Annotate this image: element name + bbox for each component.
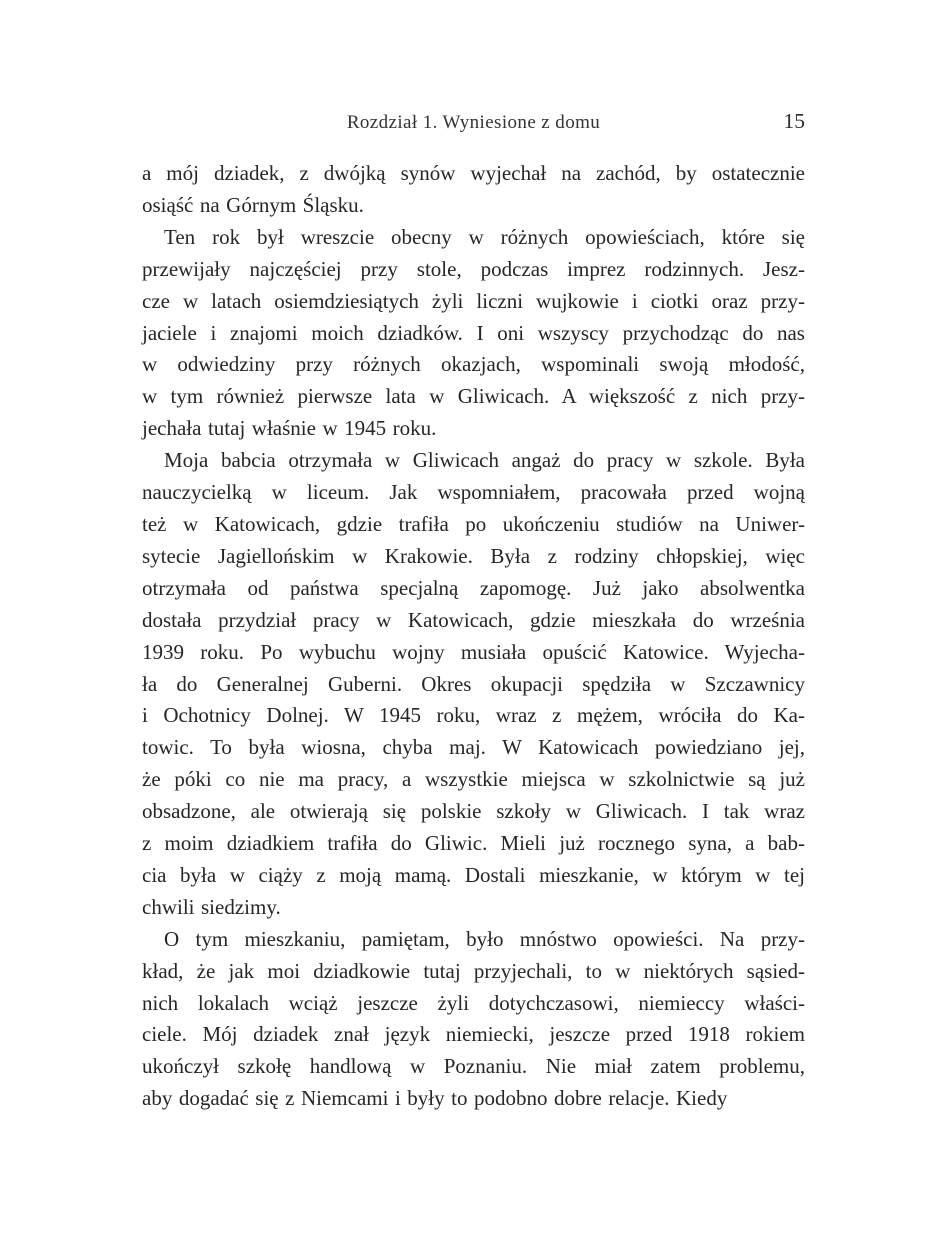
text-line: Ten rok był wreszcie obecny w różnych opowieściach, które się: [164, 224, 805, 249]
text-line: jechała tutaj właśnie w 1945 roku.: [142, 416, 437, 441]
page-number: 15: [783, 109, 805, 133]
text-line: że póki co nie ma pracy, a wszystkie miejsca w szkolnictwie są już: [142, 767, 805, 792]
text-line: obsadzone, ale otwierają się polskie szkoły w Gliwicach. I tak wraz: [142, 799, 805, 824]
text-line: osiąść na Górnym Śląsku.: [142, 192, 364, 217]
text-line: ukończył szkołę handlową w Poznaniu. Nie miał zatem problemu,: [142, 1054, 805, 1079]
text-line: cze w latach osiemdziesiątych żyli liczni wujkowie i ciotki oraz przy-: [142, 288, 805, 313]
text-line: nich lokalach wciąż jeszcze żyli dotychczasowi, niemieccy właści-: [142, 990, 805, 1015]
chapter-header: Rozdział 1. Wyniesione z domu: [346, 112, 601, 133]
text-line: otrzymała od państwa specjalną zapomogę. Już jako absolwentka: [142, 575, 805, 600]
text-line: nauczycielką w liceum. Jak wspomniałem, pracowała przed wojną: [142, 480, 805, 505]
body-text: [142, 158, 805, 1115]
text-line: dostała przydział pracy w Katowicach, gdzie mieszkała do września: [142, 607, 805, 632]
text-line: ciele. Mój dziadek znał język niemiecki, jeszcze przed 1918 rokiem: [142, 1022, 805, 1047]
text-line: i Ochotnicy Dolnej. W 1945 roku, wraz z mężem, wróciła do Ka-: [142, 703, 805, 728]
text-line: chwili siedzimy.: [142, 894, 281, 919]
text-line: kład, że jak moi dziadkowie tutaj przyjechali, to w niektórych sąsied-: [142, 958, 805, 983]
text-line: ła do Generalnej Guberni. Okres okupacji spędziła w Szczawnicy: [142, 671, 805, 696]
text-line: Moja babcia otrzymała w Gliwicach angaż do pracy w szkole. Była: [164, 448, 805, 473]
text-line: z moim dziadkiem trafiła do Gliwic. Mieli już rocznego syna, a bab-: [142, 831, 805, 856]
text-line: aby dogadać się z Niemcami i były to podobno dobre relacje. Kiedy: [142, 1086, 728, 1111]
text-line: jaciele i znajomi moich dziadków. I oni wszyscy przychodząc do nas: [142, 320, 805, 345]
text-line: towic. To była wiosna, chyba maj. W Katowicach powiedziano jej,: [142, 735, 805, 760]
text-line: 1939 roku. Po wybuchu wojny musiała opuścić Katowice. Wyjecha-: [142, 639, 805, 664]
text-line: w tym również pierwsze lata w Gliwicach. A większość z nich przy-: [142, 384, 805, 409]
text-line: też w Katowicach, gdzie trafiła po ukończeniu studiów na Uniwer-: [142, 511, 805, 536]
text-line: cia była w ciąży z moją mamą. Dostali mieszkanie, w którym w tej: [142, 862, 805, 887]
running-head: [142, 109, 805, 140]
text-line: w odwiedziny przy różnych okazjach, wspominali swoją młodość,: [142, 352, 805, 377]
text-line: a mój dziadek, z dwójką synów wyjechał na zachód, by ostatecznie: [142, 161, 805, 185]
text-line: O tym mieszkaniu, pamiętam, było mnóstwo opowieści. Na przy-: [164, 926, 805, 951]
text-line: przewijały najczęściej przy stole, podczas imprez rodzinnych. Jesz-: [142, 256, 805, 281]
text-line: sytecie Jagiellońskim w Krakowie. Była z rodziny chłopskiej, więc: [142, 543, 805, 568]
